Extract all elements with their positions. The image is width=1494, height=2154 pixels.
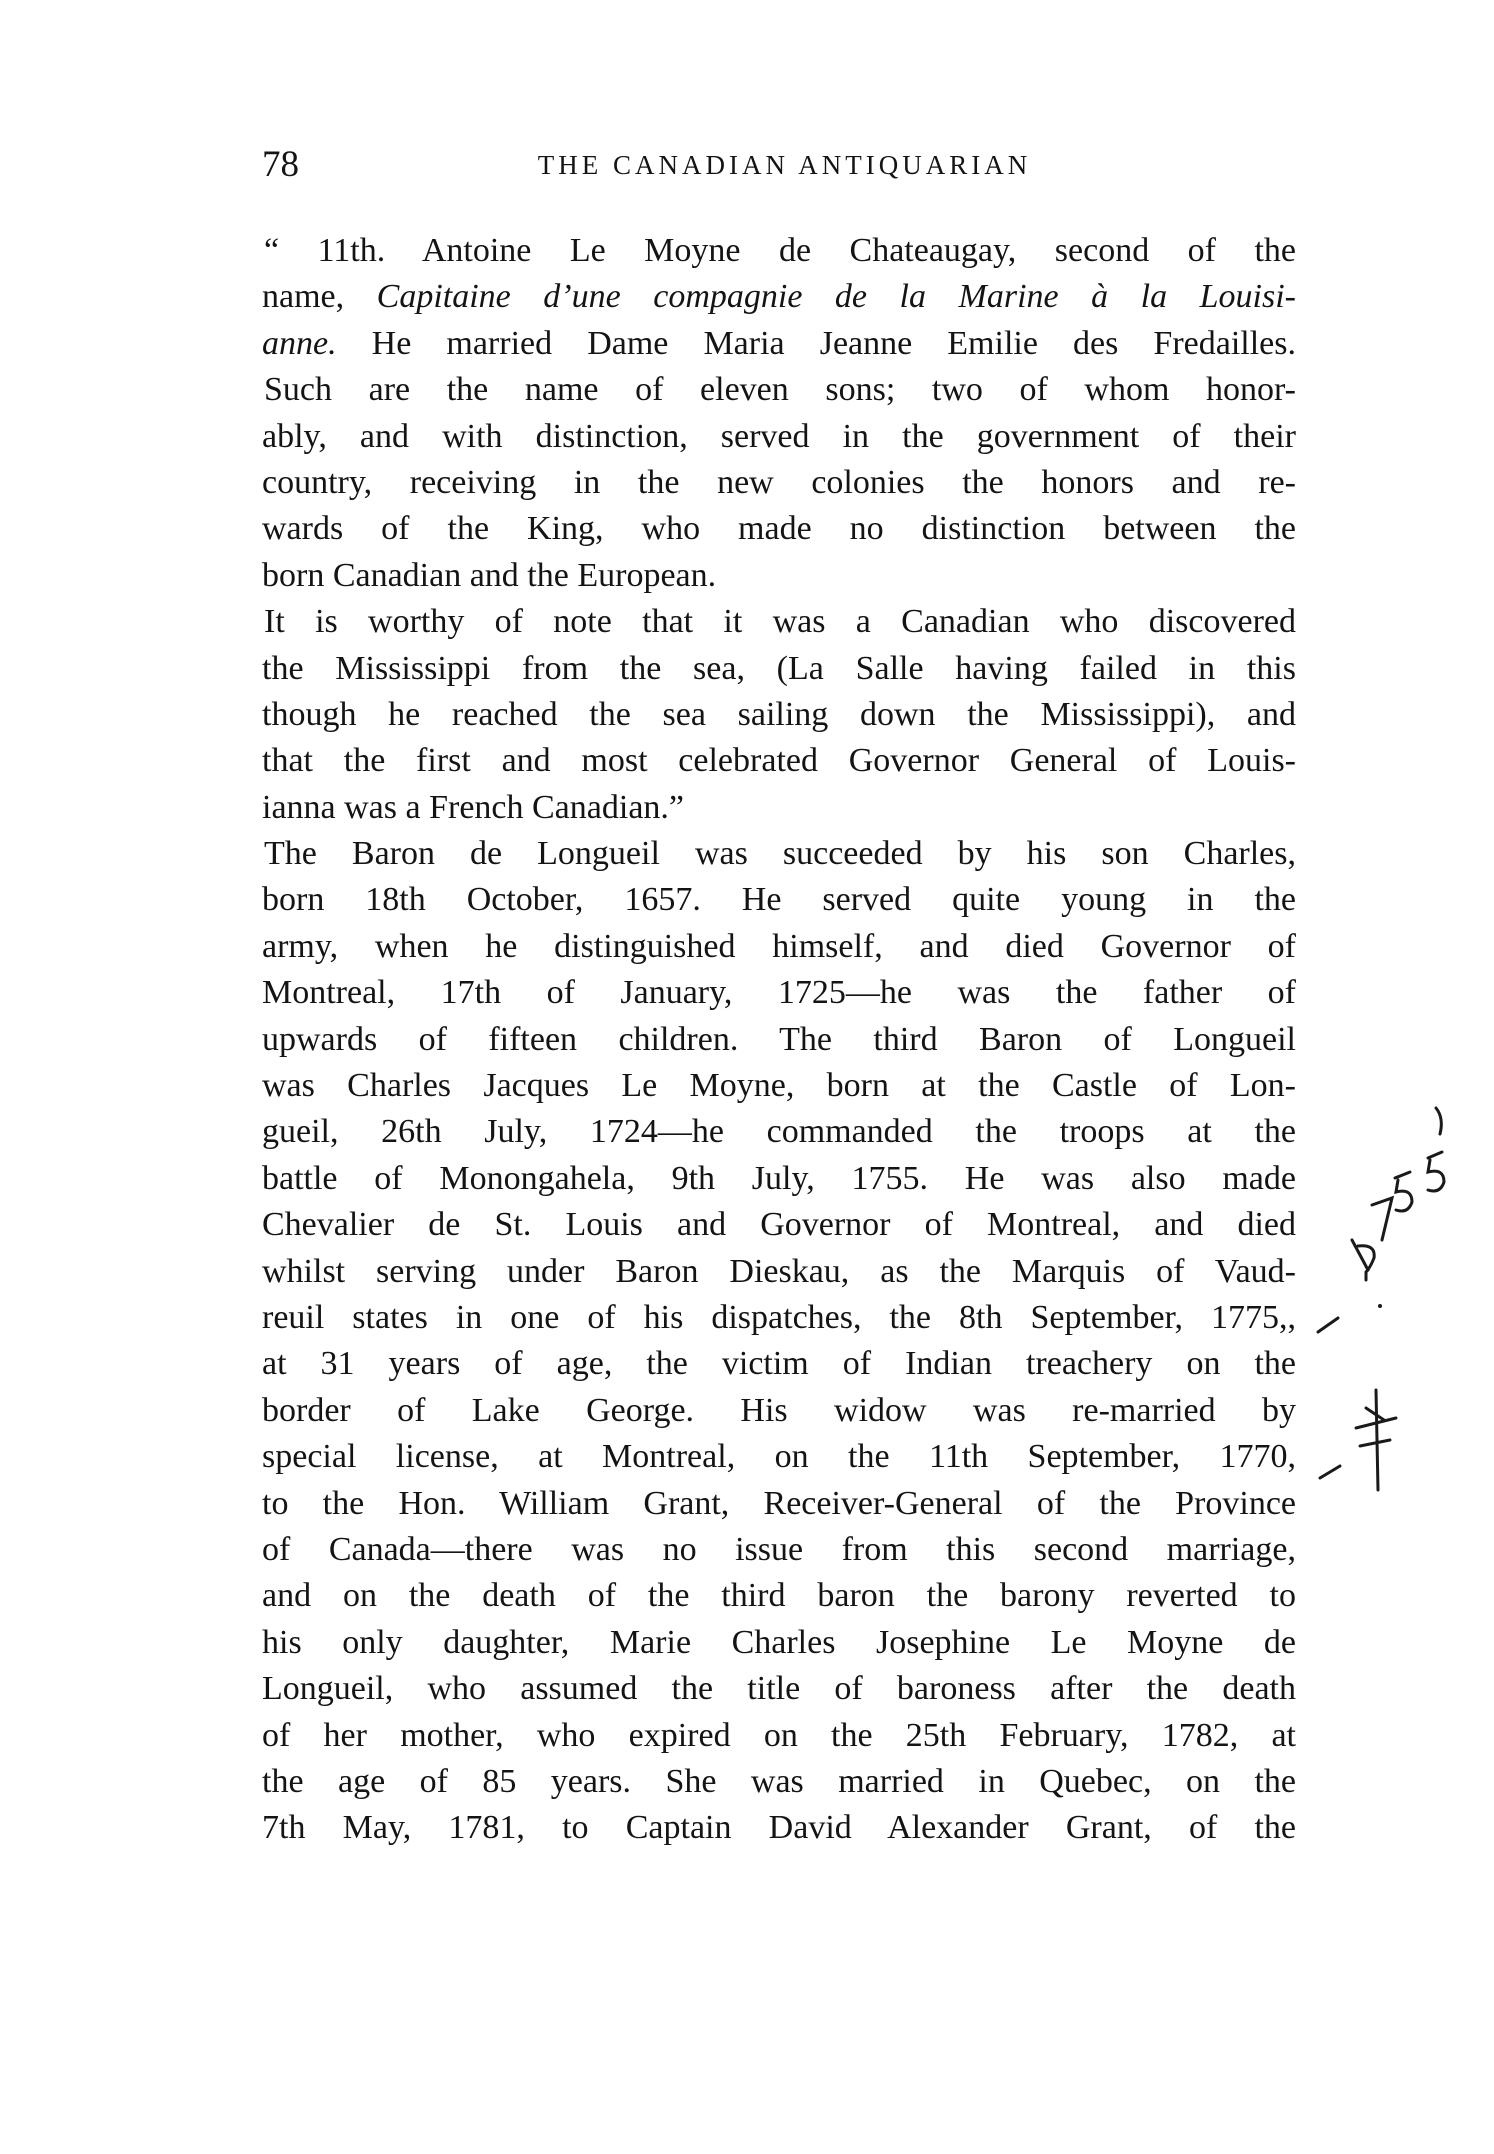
text-line: Longueil, who assumed the title of baroness after the death — [262, 1670, 1296, 1708]
page-number: 78 — [262, 144, 299, 185]
text-line: Chevalier de St. Louis and Governor of Montreal, and died — [262, 1206, 1296, 1244]
text-line: 7th May, 1781, to Captain David Alexander Grant, of the — [262, 1809, 1296, 1847]
slash-mark-1 — [1318, 1318, 1338, 1332]
italic-text-span: anne. — [262, 324, 337, 362]
text-line: Montreal, 17th of January, 1725—he was the father of — [262, 974, 1296, 1012]
text-line: Such are the name of eleven sons; two of whom honor- — [264, 371, 1296, 409]
text-line: ably, and with distinction, served in the government of their — [262, 417, 1296, 455]
text-line: his only daughter, Marie Charles Josephine Le Moyne de — [262, 1623, 1296, 1661]
text-line: It is worthy of note that it was a Canadian who discovered — [264, 603, 1296, 641]
text-line: The Baron de Longueil was succeeded by his son Charles, — [264, 835, 1296, 873]
handwritten-digit-5 — [1395, 1172, 1412, 1211]
text-span: He married Dame Maria Jeanne Emilie des Fredailles. — [336, 324, 1296, 362]
dagger-mark — [1356, 1390, 1396, 1490]
text-line: battle of Monongahela, 9th July, 1755. He was also made — [262, 1159, 1296, 1197]
handwritten-digit-5b — [1428, 1152, 1444, 1191]
text-line: border of Lake George. His widow was re-married by — [262, 1391, 1296, 1429]
text-line: born Canadian and the European. — [262, 556, 717, 594]
text-line: was Charles Jacques Le Moyne, born at the Castle of Lon- — [262, 1067, 1296, 1105]
text-span: name, — [262, 278, 377, 316]
text-line: reuil states in one of his dispatches, the 8th September, 1775,, — [262, 1298, 1296, 1336]
page-header — [262, 140, 1307, 190]
text-line: gueil, 26th July, 1724—he commanded the troops at the — [262, 1113, 1296, 1151]
text-line: “ 11th. Antoine Le Moyne de Chateaugay, second of the — [264, 232, 1296, 269]
text-line: at 31 years of age, the victim of Indian treachery on the — [262, 1345, 1296, 1383]
italic-text-span: Capitaine d’une compagnie de la Marine à la Louisi- — [376, 278, 1296, 316]
text-line: special license, at Montreal, on the 11th September, 1770, — [262, 1438, 1296, 1476]
text-line: though he reached the sea sailing down the Mississippi), and — [262, 695, 1296, 733]
handwritten-digit-1 — [1352, 1240, 1368, 1270]
text-line: the age of 85 years. She was married in Quebec, on the — [262, 1762, 1296, 1800]
text-line: country, receiving in the new colonies the honors and re- — [262, 463, 1296, 501]
text-line: that the first and most celebrated Governor General of Louis- — [262, 742, 1296, 780]
slash-mark-2 — [1320, 1466, 1340, 1478]
handwritten-tick — [1436, 1108, 1441, 1134]
running-head: THE CANADIAN ANTIQUARIAN — [537, 150, 1032, 180]
text-line: of Canada—there was no issue from this second marriage, — [262, 1530, 1296, 1568]
text-line: of her mother, who expired on the 25th February, 1782, at — [262, 1716, 1296, 1754]
handwritten-digit-7 — [1372, 1198, 1392, 1240]
text-line: born 18th October, 1657. He served quite young in the — [262, 881, 1296, 919]
text-line: the Mississippi from the sea, (La Salle having failed in this — [262, 649, 1296, 687]
text-line: wards of the King, who made no distinction between the — [262, 510, 1296, 548]
text-line: upwards of fifteen children. The third Baron of Longueil — [262, 1020, 1296, 1058]
text-line — [262, 321, 1296, 367]
body-text — [262, 228, 1296, 1852]
text-line: and on the death of the third baron the barony reverted to — [262, 1577, 1296, 1615]
question-mark — [1358, 1246, 1374, 1280]
text-line — [262, 274, 1296, 320]
text-line: whilst serving under Baron Dieskau, as the Marquis of Vaud- — [262, 1252, 1296, 1290]
text-line: ianna was a French Canadian.” — [262, 788, 684, 826]
text-line: army, when he distinguished himself, and died Governor of — [262, 927, 1296, 965]
text-line: to the Hon. William Grant, Receiver-General of the Province — [262, 1484, 1296, 1522]
